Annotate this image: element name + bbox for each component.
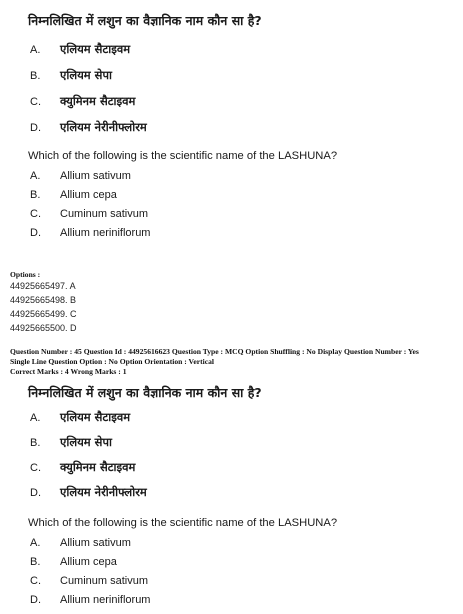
option-text: एलियम सैटाइवम — [60, 42, 131, 56]
option-text: Allium cepa — [60, 556, 117, 568]
q2-hindi-question: निम्नलिखित में लशुन का वैज्ञानिक नाम कौन सा है? — [28, 385, 262, 400]
option-text: Allium cepa — [60, 189, 117, 201]
option-text: एलियम सेपा — [60, 68, 112, 82]
option-letter: C. — [30, 575, 41, 587]
option-letter: D. — [30, 594, 41, 606]
option-text: Allium sativum — [60, 537, 131, 549]
q1-english-option-d — [30, 227, 150, 239]
q2-english-option-d — [30, 594, 150, 606]
option-code-c: 44925665499. C — [10, 309, 77, 319]
option-letter: C. — [30, 96, 41, 108]
q1-hindi-option-c — [30, 94, 135, 109]
q1-english-option-b — [30, 189, 117, 201]
option-letter: D. — [30, 227, 41, 239]
option-text: क्युमिनम सैटाइवम — [60, 94, 136, 108]
q2-hindi-option-a — [30, 410, 130, 425]
option-letter: A. — [30, 170, 41, 182]
option-code-a: 44925665497. A — [10, 281, 76, 291]
question-meta-line-2: Single Line Question Option : No Option Orientation : Vertical — [10, 357, 214, 366]
question-meta-line-1: Question Number : 45 Question Id : 44925616623 Question Type : MCQ Option Shuffling : No Display Question Number : Yes — [10, 347, 419, 356]
option-letter: D. — [30, 487, 41, 499]
question-meta-line-3: Correct Marks : 4 Wrong Marks : 1 — [10, 367, 127, 376]
option-text: एलियम नेरीनीफ्लोरम — [60, 485, 147, 499]
q2-english-option-c — [30, 575, 148, 587]
option-code-d: 44925665500. D — [10, 323, 77, 333]
q1-hindi-option-a — [30, 42, 130, 57]
option-letter: B. — [30, 189, 41, 201]
option-text: Allium sativum — [60, 170, 131, 182]
option-letter: D. — [30, 122, 41, 134]
option-text: क्युमिनम सैटाइवम — [60, 460, 136, 474]
option-letter: A. — [30, 44, 41, 56]
q1-english-question: Which of the following is the scientific name of the LASHUNA? — [28, 150, 338, 162]
option-letter: A. — [30, 412, 41, 424]
option-text: Cuminum sativum — [60, 575, 149, 587]
option-code-b: 44925665498. B — [10, 295, 77, 305]
option-text: Allium neriniflorum — [60, 227, 151, 239]
option-text: Cuminum sativum — [60, 208, 149, 220]
q1-hindi-option-d — [30, 120, 147, 135]
option-text: एलियम सैटाइवम — [60, 410, 131, 424]
options-heading: Options : — [10, 270, 41, 279]
q2-hindi-option-c — [30, 460, 135, 475]
q2-hindi-option-d — [30, 485, 147, 500]
option-letter: B. — [30, 70, 41, 82]
option-text: एलियम नेरीनीफ्लोरम — [60, 120, 147, 134]
option-letter: C. — [30, 462, 41, 474]
q1-hindi-question: निम्नलिखित में लशुन का वैज्ञानिक नाम कौन सा है? — [28, 13, 262, 28]
q2-english-question: Which of the following is the scientific name of the LASHUNA? — [28, 517, 338, 529]
q2-english-option-a — [30, 537, 131, 549]
q2-hindi-option-b — [30, 435, 112, 450]
q1-hindi-option-b — [30, 68, 112, 83]
q1-english-option-a — [30, 170, 131, 182]
option-letter: B. — [30, 437, 41, 449]
option-letter: A. — [30, 537, 41, 549]
option-letter: B. — [30, 556, 41, 568]
option-text: Allium neriniflorum — [60, 594, 151, 606]
q1-english-option-c — [30, 208, 148, 220]
option-letter: C. — [30, 208, 41, 220]
q2-english-option-b — [30, 556, 117, 568]
option-text: एलियम सेपा — [60, 435, 112, 449]
